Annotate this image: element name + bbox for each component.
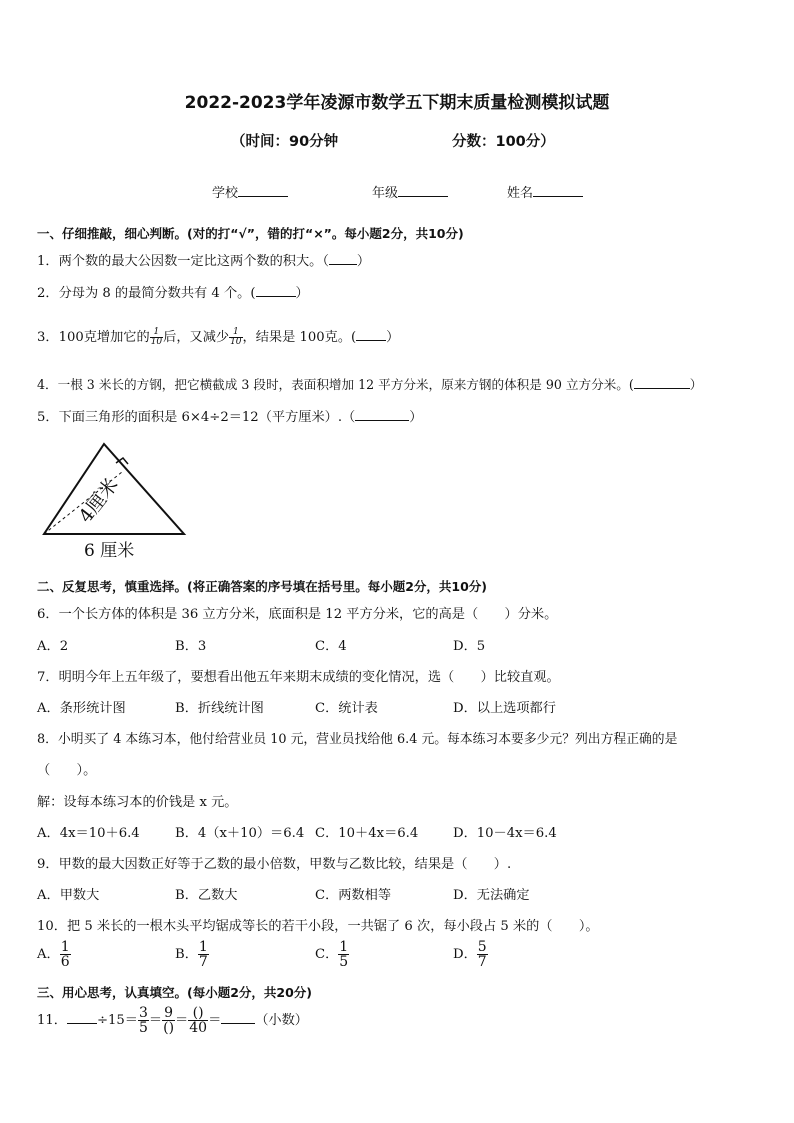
answer-blank[interactable] [356, 340, 386, 341]
question-4: 4．一根 3 米长的方钢，把它横截成 3 段时，表面积增加 12 平方分米，原来方钢的体积是 90 立方分米。( ） [37, 377, 703, 392]
option-d[interactable]: D．10－4x＝6.4 [453, 826, 557, 841]
question-8-blank: （ ）。 [37, 763, 97, 778]
answer-blank[interactable] [256, 296, 296, 297]
question-11: 11． ÷15＝ $\frac{3}{5}$ ＝ $\frac{9}{()}$ ＝ $\frac{()}{40}$ ＝ （小数） [37, 1005, 308, 1036]
grade-blank[interactable] [398, 196, 448, 197]
option-a[interactable]: A．4x＝10＋6.4 [37, 826, 140, 841]
answer-blank[interactable] [355, 420, 409, 421]
school-field[interactable] [212, 182, 288, 201]
option-c[interactable]: C．统计表 [315, 701, 378, 716]
grade-label: 年级 [372, 186, 399, 201]
option-d[interactable]: D．以上选项都行 [453, 701, 556, 716]
name-field[interactable] [507, 182, 583, 201]
option-c[interactable]: C．两数相等 [315, 888, 392, 903]
section2-heading: 二、反复思考，慎重选择。(将正确答案的序号填在括号里。每小题2分，共10分) [37, 579, 488, 594]
option-b[interactable]: B．折线统计图 [175, 701, 264, 716]
option-b[interactable]: B．3 [175, 639, 207, 654]
question-1: 1．两个数的最大公因数一定比这两个数的积大。（ ） [37, 254, 371, 269]
answer-blank[interactable] [634, 388, 690, 389]
option-d[interactable]: D． $\frac{5}{7}$ [453, 939, 487, 970]
option-a[interactable]: A． $\frac{1}{6}$ [37, 939, 70, 970]
question-6: 6．一个长方体的体积是 36 立方分米，底面积是 12 平方分米，它的高是（ ）分米。 [37, 607, 558, 622]
exam-score: 分数：100分） [452, 134, 555, 150]
question-7: 7．明明今年上五年级了，要想看出他五年来期末成绩的变化情况，选（ ）比较直观。 [37, 670, 560, 685]
answer-blank[interactable] [67, 1023, 97, 1024]
school-label: 学校 [212, 186, 239, 201]
option-c[interactable]: C．10＋4x＝6.4 [315, 826, 419, 841]
exam-time: （时间：90分钟 [231, 134, 339, 150]
grade-field[interactable] [372, 182, 448, 201]
option-d[interactable]: D．5 [453, 639, 486, 654]
option-b[interactable]: B． $\frac{1}{7}$ [175, 939, 208, 970]
triangle-figure [36, 436, 196, 566]
name-blank[interactable] [533, 196, 583, 197]
option-c[interactable]: C．4 [315, 639, 347, 654]
answer-blank[interactable] [221, 1023, 255, 1024]
option-a[interactable]: A．2 [37, 639, 69, 654]
height-label: 4厘米 [74, 474, 123, 528]
question-10: 10．把 5 米长的一根木头平均锯成等长的若干小段，一共锯了 6 次，每小段占 5 米的（ ）。 [37, 919, 599, 934]
option-b[interactable]: B．4（x＋10）＝6.4 [175, 826, 305, 841]
option-b[interactable]: B．乙数大 [175, 888, 238, 903]
section1-heading: 一、仔细推敲，细心判断。(对的打“√”，错的打“×”。每小题2分，共10分) [37, 226, 464, 241]
base-label: 6 厘米 [84, 541, 135, 561]
option-a[interactable]: A．甲数大 [37, 888, 100, 903]
fraction-one-tenth: $\frac{1}{10}$ [150, 327, 163, 347]
question-2: 2．分母为 8 的最简分数共有 4 个。( ） [37, 286, 309, 301]
page-title: 2022-2023学年凌源市数学五下期末质量检测模拟试题 [184, 93, 610, 113]
name-label: 姓名 [507, 186, 534, 201]
question-5: 5．下面三角形的面积是 6×4÷2＝12（平方厘米）.（ ） [37, 410, 423, 425]
option-d[interactable]: D．无法确定 [453, 888, 530, 903]
option-c[interactable]: C． $\frac{1}{5}$ [315, 939, 349, 970]
option-a[interactable]: A．条形统计图 [37, 701, 126, 716]
section3-heading: 三、用心思考，认真填空。(每小题2分，共20分) [37, 985, 313, 1000]
question-8-solution: 解：设每本练习本的价钱是 x 元。 [37, 795, 238, 810]
question-9: 9．甲数的最大因数正好等于乙数的最小倍数，甲数与乙数比较，结果是（ ）. [37, 857, 512, 872]
question-3: 3．100克增加它的 $\frac{1}{10}$ 后，又减少 $\frac{1}{10}$ ，结果是 100克。( ） [37, 327, 400, 347]
question-8: 8．小明买了 4 本练习本，他付给营业员 10 元，营业员找给他 6.4 元。每本练习本要多少元？列出方程正确的是 [37, 732, 678, 747]
fraction-one-tenth: $\frac{1}{10}$ [230, 327, 242, 347]
school-blank[interactable] [238, 196, 288, 197]
answer-blank[interactable] [329, 264, 357, 265]
